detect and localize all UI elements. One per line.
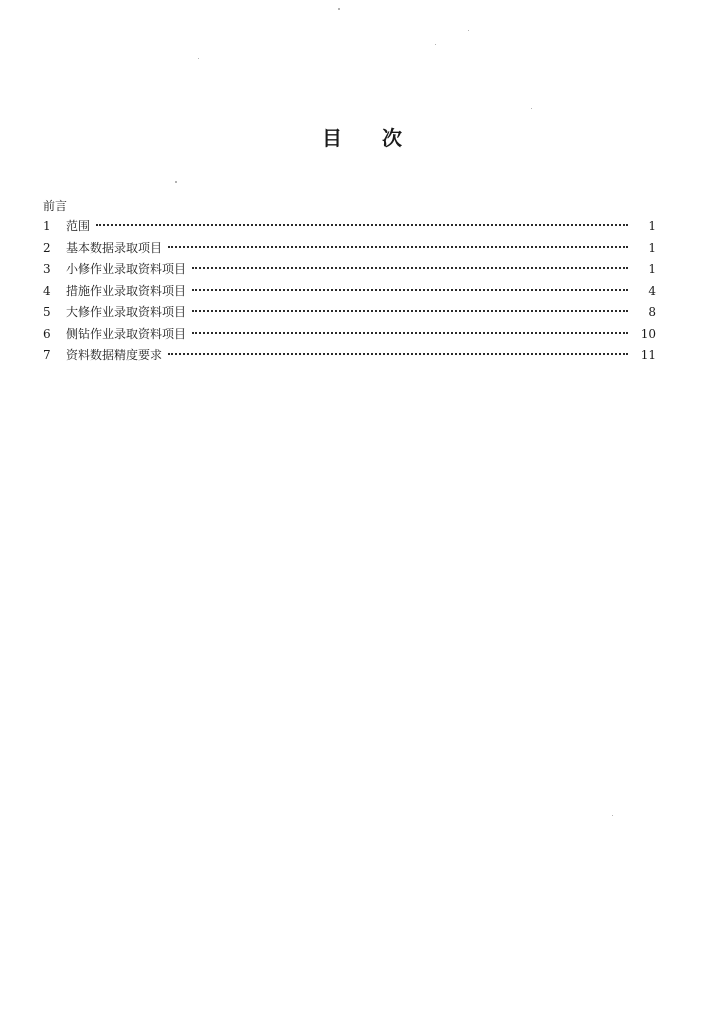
toc-entry-page: 1 xyxy=(648,262,656,276)
dot-leader xyxy=(168,353,628,355)
toc-entry-title: 侧钻作业录取资料项目 xyxy=(66,326,187,341)
toc-entry-title: 范围 xyxy=(66,219,91,233)
scan-speck xyxy=(198,58,199,59)
toc-entry-page: 1 xyxy=(648,219,656,233)
toc-entry xyxy=(43,345,656,367)
toc-entry-title: 基本数据录取项目 xyxy=(66,240,163,255)
toc-entry-page: 1 xyxy=(648,240,656,255)
scan-speck xyxy=(612,815,613,816)
page-title xyxy=(0,122,724,151)
dot-leader xyxy=(168,246,628,248)
toc-entry xyxy=(43,302,656,324)
scan-speck xyxy=(175,181,177,183)
toc-entry-number: 1 xyxy=(43,219,51,233)
dot-leader xyxy=(192,310,628,312)
scan-speck xyxy=(531,108,532,109)
dot-leader xyxy=(192,289,628,291)
toc-entry-page: 8 xyxy=(648,305,656,319)
title-char-2: 次 xyxy=(382,126,402,150)
dot-leader xyxy=(192,267,628,269)
toc-entry-number: 3 xyxy=(43,262,51,276)
title-char-1: 目 xyxy=(322,126,342,150)
table-of-contents xyxy=(43,196,656,367)
toc-entry-number: 4 xyxy=(43,283,51,298)
dot-leader xyxy=(96,224,628,226)
toc-entry-number: 7 xyxy=(43,348,51,362)
toc-entry-number: 5 xyxy=(43,305,51,319)
scan-speck xyxy=(435,44,436,45)
scan-speck xyxy=(338,8,340,10)
toc-entry xyxy=(43,259,656,281)
toc-entry xyxy=(43,281,656,303)
toc-entry-title: 资料数据精度要求 xyxy=(66,348,163,362)
toc-entry xyxy=(43,216,656,238)
toc-entry-title: 措施作业录取资料项目 xyxy=(66,283,187,298)
scan-speck xyxy=(468,30,469,31)
toc-entry-title: 小修作业录取资料项目 xyxy=(66,262,187,276)
toc-entry-number: 6 xyxy=(43,326,51,341)
toc-entry-number: 2 xyxy=(43,240,51,255)
dot-leader xyxy=(192,332,628,334)
toc-entry-page: 4 xyxy=(648,283,656,298)
toc-entry-page: 11 xyxy=(640,348,656,362)
toc-entry-title: 大修作业录取资料项目 xyxy=(66,305,187,319)
toc-entry xyxy=(43,324,656,346)
toc-preface: 前言 xyxy=(43,199,68,213)
toc-entry xyxy=(43,238,656,260)
toc-entry-page: 10 xyxy=(640,326,656,341)
